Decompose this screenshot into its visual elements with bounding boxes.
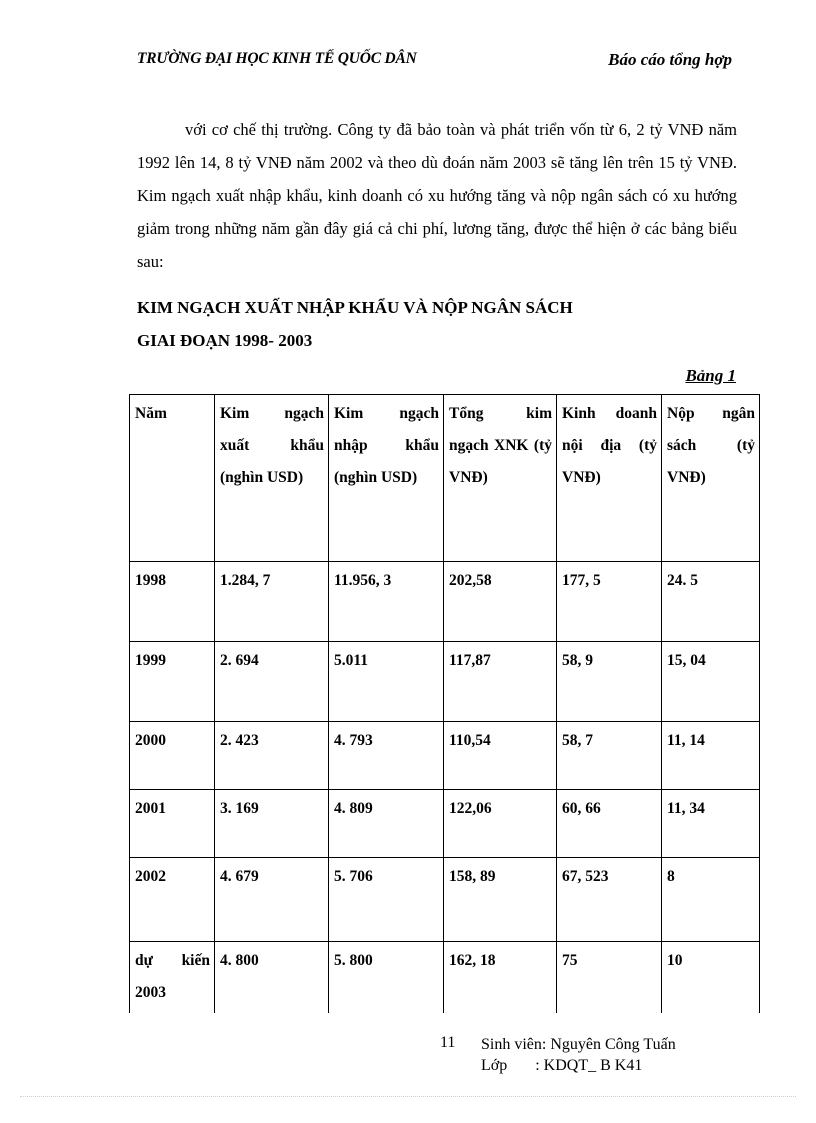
- cell-import: 11.956, 3: [329, 562, 444, 642]
- section-title-line2: GIAI ĐOẠN 1998- 2003: [137, 331, 313, 350]
- cell-domestic: 177, 5: [557, 562, 662, 642]
- cell-year: 2001: [130, 790, 215, 858]
- page-number: 11: [440, 1034, 456, 1051]
- header-domestic: Kinh doanh nội địa (tỷ VNĐ): [557, 395, 662, 562]
- cell-year: 2000: [130, 722, 215, 790]
- cell-export: 2. 423: [215, 722, 329, 790]
- cell-total: 117,87: [444, 642, 557, 722]
- header-report-title: Báo cáo tổng hợp: [608, 50, 732, 69]
- student-class: Lớp : KDQT_ B K41: [481, 1057, 643, 1074]
- table-row: [130, 642, 760, 722]
- header-total: Tổng kim ngạch XNK (tỷ VNĐ): [444, 395, 557, 562]
- table-row: [130, 942, 760, 1013]
- cell-domestic: 60, 66: [557, 790, 662, 858]
- cell-import: 4. 809: [329, 790, 444, 858]
- cell-budget: 11, 34: [662, 790, 760, 858]
- cell-total: 158, 89: [444, 858, 557, 942]
- header-import: Kim ngạch nhập khẩu (nghìn USD): [329, 395, 444, 562]
- cell-export: 2. 694: [215, 642, 329, 722]
- cell-year: 1999: [130, 642, 215, 722]
- cell-budget: 24. 5: [662, 562, 760, 642]
- body-paragraph-text: với cơ chế thị trường. Công ty đã bảo toàn và phát triển vốn từ 6, 2 tỷ VNĐ năm 1992 lên 14, 8 tỷ VNĐ năm 2002 và theo dù đoán năm 2003 sẽ tăng lên trên 15 tỷ VNĐ. Kim ngạch xuất nhập khẩu, kinh doanh có xu hướng tăng và nộp ngân sách có xu hướng giảm trong những năm gần đây giá cả chi phí, lương tăng, được thể hiện ở các bảng biểu sau:: [137, 120, 737, 271]
- cell-import: 5.011: [329, 642, 444, 722]
- cell-total: 162, 18: [444, 942, 557, 1013]
- cell-domestic: 67, 523: [557, 858, 662, 942]
- cell-year: 1998: [130, 562, 215, 642]
- body-paragraph: [137, 113, 737, 278]
- cell-budget: 8: [662, 858, 760, 942]
- header-school-name: TRƯỜNG ĐẠI HỌC KINH TẾ QUỐC DÂN: [137, 50, 417, 67]
- cell-year: dự kiến 2003: [130, 942, 215, 1013]
- cell-export: 1.284, 7: [215, 562, 329, 642]
- header-year: Năm: [130, 395, 215, 562]
- footer-student-info: [481, 1034, 676, 1076]
- table-row: [130, 562, 760, 642]
- cell-total: 110,54: [444, 722, 557, 790]
- cell-import: 5. 706: [329, 858, 444, 942]
- cell-budget: 15, 04: [662, 642, 760, 722]
- table-row: [130, 790, 760, 858]
- cell-domestic: 58, 9: [557, 642, 662, 722]
- cell-year: 2002: [130, 858, 215, 942]
- table-label: Bảng 1: [685, 366, 736, 385]
- cell-export: 4. 800: [215, 942, 329, 1013]
- cell-import: 5. 800: [329, 942, 444, 1013]
- table-header-row: [130, 395, 760, 562]
- cell-export: 4. 679: [215, 858, 329, 942]
- cell-domestic: 58, 7: [557, 722, 662, 790]
- student-name: Sinh viên: Nguyên Công Tuấn: [481, 1036, 676, 1053]
- export-import-table: [129, 394, 760, 1013]
- cell-export: 3. 169: [215, 790, 329, 858]
- cell-budget: 11, 14: [662, 722, 760, 790]
- header-budget: Nộp ngân sách (tỷ VNĐ): [662, 395, 760, 562]
- section-title-line1: KIM NGẠCH XUẤT NHẬP KHẨU VÀ NỘP NGÂN SÁCH: [137, 298, 573, 317]
- cell-total: 202,58: [444, 562, 557, 642]
- cell-domestic: 75: [557, 942, 662, 1013]
- page-bottom-divider: [20, 1096, 796, 1097]
- cell-budget: 10: [662, 942, 760, 1013]
- cell-import: 4. 793: [329, 722, 444, 790]
- cell-total: 122,06: [444, 790, 557, 858]
- header-export: Kim ngạch xuất khẩu (nghìn USD): [215, 395, 329, 562]
- table-row: [130, 722, 760, 790]
- table-row: [130, 858, 760, 942]
